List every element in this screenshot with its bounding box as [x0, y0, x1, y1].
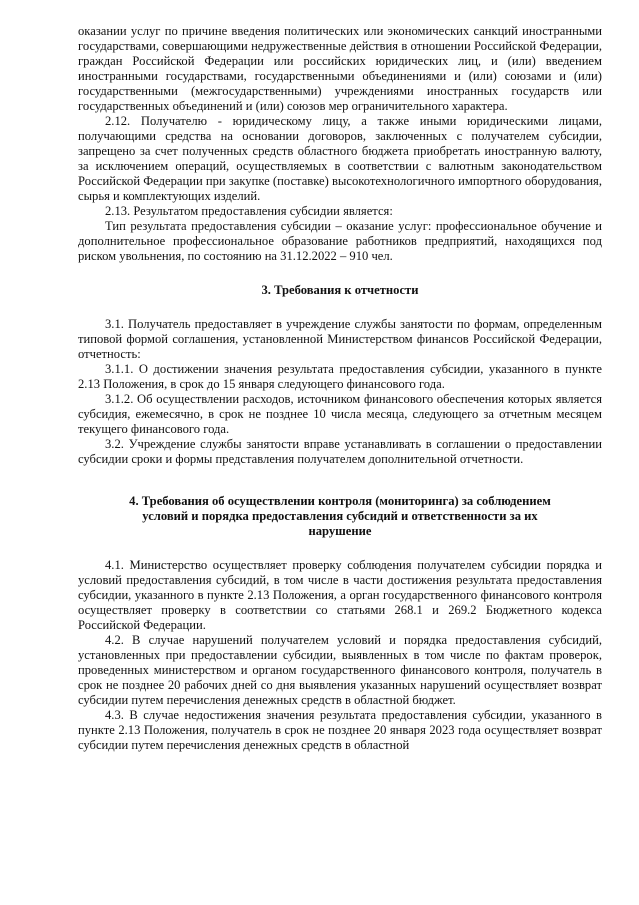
- paragraph-3-2: 3.2. Учреждение службы занятости вправе устанавливать в соглашении о предоставлении субсидии сроки и формы представления получателем дополнительной отчетности.: [78, 437, 602, 466]
- paragraph-3-1-2: 3.1.2. Об осуществлении расходов, источником финансового обеспечения которых является субсидия, ежемесячно, в срок не позднее 10 числа месяца, следующего за отчетным месяцем текущего финансового года.: [78, 392, 602, 436]
- spacer: [78, 539, 602, 558]
- section-4-heading-line-2: условий и порядка предоставления субсидий и ответственности за их: [142, 509, 538, 523]
- paragraph-result-type: Тип результата предоставления субсидии – оказание услуг: профессиональное обучение и дополнительное профессиональное образование работников предприятий, находящихся под риском увольнения, по состоянию на 31.12.2022 – 910 чел.: [78, 219, 602, 263]
- spacer: [78, 264, 602, 283]
- paragraph-3-1-1: 3.1.1. О достижении значения результата предоставления субсидии, указанного в пункте 2.13 Положения, в срок до 15 января следующего финансового года.: [78, 362, 602, 391]
- paragraph-4-1: 4.1. Министерство осуществляет проверку соблюдения получателем субсидии порядка и условий предоставления субсидий, в том числе в части достижения результата предоставления субсидии, указанного в пункте 2.13 Положения, а орган государственного финансового контроля осуществляет проверку в соответствии со статьями 268.1 и 269.2 Бюджетного кодекса Российской Федерации.: [78, 558, 602, 632]
- spacer: [78, 467, 602, 494]
- paragraph-2-12: 2.12. Получателю - юридическому лицу, а также иными юридическими лицами, получающими средства на основании договоров, заключенных с получателем субсидии, запрещено за счет полученных средств областного бюджета приобретать иностранную валюту, за исключением операций, осуществляемых в соответствии с валютным законодательством Российской Федерации при закупке (поставке) высокотехнологичного импортного оборудования, сырья и комплектующих изделий.: [78, 114, 602, 203]
- paragraph-2-13: 2.13. Результатом предоставления субсидии является:: [105, 204, 393, 218]
- paragraph-4-2: 4.2. В случае нарушений получателем условий и порядка предоставления субсидий, установленных при предоставлении субсидии, выявленных в том числе по фактам проверок, проведенных министерством и органом государственного финансового контроля, получатель в срок не позднее 20 рабочих дней со дня выявления указанных нарушений осуществляет возврат субсидии путем перечисления денежных средств в областной бюджет.: [78, 633, 602, 707]
- document-body: [78, 24, 602, 753]
- paragraph-sanctions-continuation: оказании услуг по причине введения политических или экономических санкций иностранными государствами, совершающими недружественные действия в отношении Российской Федерации, граждан Российской Федерации или российских юридических лиц, и (или) введением иностранными государствами, государственными объединениями и (или) союзами и (или) государственными (межгосударственными) учреждениями иностранных государств или государственных объединений и (или) союзов мер ограничительного характера.: [78, 24, 602, 113]
- section-4-heading-line-3: нарушение: [308, 524, 372, 538]
- section-4-heading-line-1: 4. Требования об осуществлении контроля (мониторинга) за соблюдением: [129, 494, 551, 508]
- paragraph-3-1: 3.1. Получатель предоставляет в учреждение службы занятости по формам, определенным типовой формой соглашения, установленной Министерством финансов Российской Федерации, отчетность:: [78, 317, 602, 361]
- section-3-heading: 3. Требования к отчетности: [261, 283, 419, 297]
- paragraph-4-3: 4.3. В случае недостижения значения результата предоставления субсидии, указанного в пункте 2.13 Положения, получатель в срок не позднее 20 января 2023 года осуществляет возврат субсидии путем перечисления денежных средств в областной: [78, 708, 602, 752]
- spacer: [78, 298, 602, 317]
